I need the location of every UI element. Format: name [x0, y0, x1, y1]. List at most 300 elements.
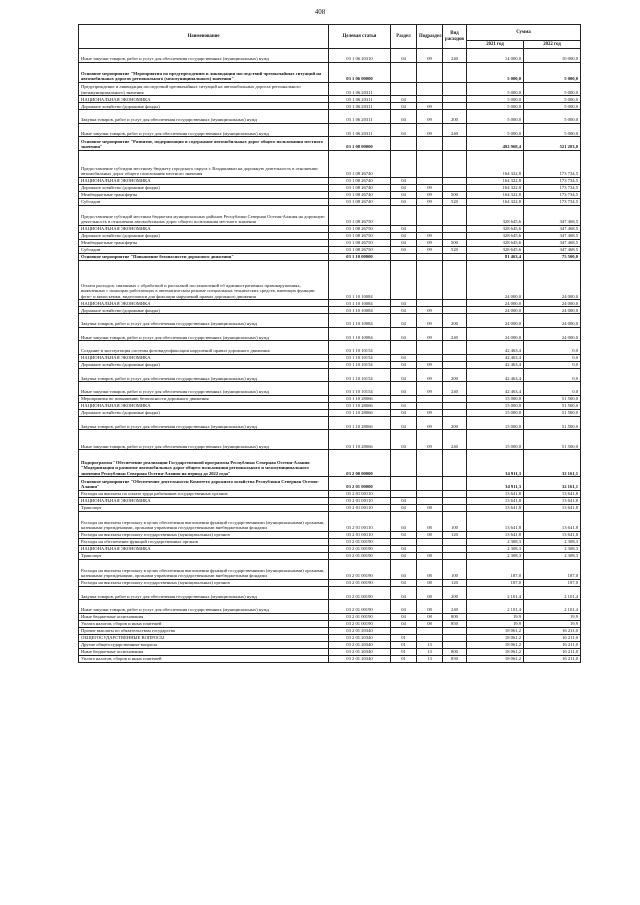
row-subsection: 09: [417, 409, 443, 416]
row-expense-type: [443, 96, 467, 103]
row-name: Прочие выплаты по обязательствам государства: [79, 627, 329, 634]
row-subsection: [417, 341, 443, 355]
row-code: 03 1 10 28066: [329, 430, 391, 450]
row-name: Иные закупки товаров, работ и услуг для обеспечения государственных (муниципальных) нужд: [79, 49, 329, 63]
row-expense-type: [443, 634, 467, 641]
row-code: 03 2 01 00110: [329, 531, 391, 538]
row-section: 04: [391, 225, 417, 232]
table-row: [79, 538, 581, 545]
row-subsection: [417, 300, 443, 307]
row-subsection: [417, 477, 443, 491]
row-subsection: 09: [417, 123, 443, 137]
row-code: 03 1 10 10084: [329, 327, 391, 341]
row-expense-type: [443, 253, 467, 260]
table-row: [79, 253, 581, 260]
row-subsection: 09: [417, 368, 443, 382]
row-sum-2021: 18 061,2: [467, 648, 524, 655]
row-code: 03 2 01 20340: [329, 641, 391, 648]
row-subsection: 09: [417, 327, 443, 341]
table-row: [79, 82, 581, 96]
row-sum-2022: 19,9: [524, 613, 581, 620]
row-name: Субсидии: [79, 198, 329, 205]
row-code: 03 1 06 20311: [329, 82, 391, 96]
row-name: Межбюджетные трансферты: [79, 191, 329, 198]
table-row: [79, 395, 581, 402]
row-subsection: 08: [417, 559, 443, 579]
row-section: 04: [391, 416, 417, 430]
row-section: 04: [391, 552, 417, 559]
row-code: 03 1 06 20311: [329, 96, 391, 103]
row-expense-type: [443, 184, 467, 191]
row-sum-2021: 42 463,4: [467, 361, 524, 368]
row-name: Расходы на выплаты персоналу в целях обеспечения выполнения функций государственными (муниципальными) органами, казенными учреждениями, органами управления государственными внебюджетными фондами: [79, 511, 329, 531]
row-sum-2021: 5 000,0: [467, 110, 524, 124]
row-sum-2021: 328 645,6: [467, 232, 524, 239]
row-sum-2022: 5 000,0: [524, 103, 581, 110]
row-subsection: 08: [417, 511, 443, 531]
row-name: Основное мероприятие "Обеспечение деятельности Комитета дорожного хозяйства Республики Северная Осетия-Алания": [79, 477, 329, 491]
row-expense-type: [443, 477, 467, 491]
table-row: [79, 648, 581, 655]
row-code: 03 1 10 10154: [329, 341, 391, 355]
row-code: 03 1 08 26740: [329, 150, 391, 177]
table-row: [79, 504, 581, 511]
row-expense-type: [443, 232, 467, 239]
table-row: [79, 110, 581, 124]
table-row: [79, 137, 581, 151]
row-expense-type: 800: [443, 613, 467, 620]
row-sum-2021: 164 322,8: [467, 177, 524, 184]
row-name: Транспорт: [79, 552, 329, 559]
table-row: [79, 246, 581, 253]
row-code: 03 2 01 00190: [329, 545, 391, 552]
row-section: [391, 395, 417, 402]
table-row: [79, 634, 581, 641]
row-subsection: 13: [417, 648, 443, 655]
row-sum-2021: 2 308,3: [467, 552, 524, 559]
row-expense-type: [443, 300, 467, 307]
row-section: 04: [391, 327, 417, 341]
row-expense-type: [443, 62, 467, 82]
row-expense-type: [443, 205, 467, 225]
row-code: 03 1 08 26740: [329, 184, 391, 191]
row-section: 01: [391, 648, 417, 655]
row-sum-2021: 24 000,0: [467, 307, 524, 314]
row-section: 04: [391, 497, 417, 504]
row-sum-2022: 173 734,5: [524, 191, 581, 198]
row-sum-2021: 24 000,0: [467, 260, 524, 300]
row-subsection: 08: [417, 586, 443, 600]
row-sum-2022: 5 000,0: [524, 110, 581, 124]
table-row: [79, 239, 581, 246]
row-sum-2022: 5 000,0: [524, 62, 581, 82]
row-sum-2021: 13 641,8: [467, 511, 524, 531]
row-section: 04: [391, 232, 417, 239]
row-section: 04: [391, 402, 417, 409]
row-sum-2022: 0,0: [524, 341, 581, 355]
row-expense-type: [443, 103, 467, 110]
row-expense-type: [443, 307, 467, 314]
row-sum-2021: 34 911,3: [467, 477, 524, 491]
row-section: [391, 62, 417, 82]
row-subsection: [417, 497, 443, 504]
row-subsection: 09: [417, 191, 443, 198]
row-code: 03 1 10 10084: [329, 260, 391, 300]
row-sum-2022: 0,0: [524, 361, 581, 368]
row-subsection: 08: [417, 579, 443, 586]
row-sum-2022: 13 641,8: [524, 531, 581, 538]
row-sum-2022: 0,0: [524, 382, 581, 396]
row-name: Иные бюджетные ассигнования: [79, 648, 329, 655]
row-code: 03 1 08 26750: [329, 205, 391, 225]
row-code: 03 1 10 28066: [329, 402, 391, 409]
row-subsection: 08: [417, 600, 443, 614]
row-section: 04: [391, 613, 417, 620]
row-expense-type: 850: [443, 620, 467, 627]
row-expense-type: 500: [443, 191, 467, 198]
row-expense-type: 240: [443, 49, 467, 63]
row-code: 03 1 08 26740: [329, 198, 391, 205]
row-name: Основное мероприятие "Повышение безопасности дорожного движения": [79, 253, 329, 260]
row-subsection: 09: [417, 239, 443, 246]
table-row: [79, 314, 581, 328]
row-section: 04: [391, 300, 417, 307]
row-code: 03 2 01 00190: [329, 552, 391, 559]
row-sum-2021: 18 061,2: [467, 627, 524, 634]
row-sum-2022: 51 500,0: [524, 395, 581, 402]
row-sum-2021: 2 308,3: [467, 545, 524, 552]
row-sum-2022: 347 468,5: [524, 246, 581, 253]
row-section: 04: [391, 96, 417, 103]
row-name: Дорожное хозяйство (дорожные фонды): [79, 361, 329, 368]
row-sum-2021: 5 000,0: [467, 103, 524, 110]
row-name: Иные закупки товаров, работ и услуг для обеспечения государственных (муниципальных) нужд: [79, 382, 329, 396]
table-row: [79, 430, 581, 450]
row-sum-2021: 15 000,0: [467, 430, 524, 450]
row-section: 04: [391, 409, 417, 416]
row-subsection: [417, 260, 443, 300]
row-expense-type: [443, 177, 467, 184]
row-sum-2021: 24 000,0: [467, 300, 524, 307]
row-subsection: [417, 627, 443, 634]
row-code: 03 2 01 00000: [329, 477, 391, 491]
table-row: [79, 552, 581, 559]
row-subsection: 09: [417, 198, 443, 205]
row-code: 03 1 06 20311: [329, 123, 391, 137]
row-sum-2021: 34 911,3: [467, 450, 524, 477]
row-subsection: [417, 253, 443, 260]
row-sum-2021: 164 322,8: [467, 191, 524, 198]
row-sum-2022: 24 000,0: [524, 307, 581, 314]
row-code: 03 2 01 00110: [329, 490, 391, 497]
row-code: 03 2 01 00190: [329, 613, 391, 620]
row-sum-2022: 16 211,0: [524, 655, 581, 662]
row-expense-type: 500: [443, 239, 467, 246]
table-row: [79, 627, 581, 634]
table-row: [79, 368, 581, 382]
row-sum-2021: 19,9: [467, 613, 524, 620]
table-row: [79, 225, 581, 232]
row-subsection: 13: [417, 641, 443, 648]
row-code: 03 1 10 10154: [329, 368, 391, 382]
row-name: Предупреждение и ликвидация последствий чрезвычайных ситуаций на автомобильных дорогах регионального (межмуниципального) значения: [79, 82, 329, 96]
header-year-2021: 2021 год: [467, 41, 524, 49]
table-row: [79, 490, 581, 497]
row-section: 01: [391, 641, 417, 648]
header-sum: Сумма: [467, 25, 581, 41]
table-header: [79, 25, 581, 49]
row-expense-type: 100: [443, 511, 467, 531]
row-section: [391, 341, 417, 355]
row-section: 04: [391, 511, 417, 531]
row-sum-2022: 0,0: [524, 368, 581, 382]
row-sum-2022: 347 468,5: [524, 225, 581, 232]
table-row: [79, 613, 581, 620]
row-sum-2022: 5 000,0: [524, 82, 581, 96]
row-name: НАЦИОНАЛЬНАЯ ЭКОНОМИКА: [79, 545, 329, 552]
row-subsection: 09: [417, 246, 443, 253]
table-row: [79, 402, 581, 409]
page-number: 408: [314, 8, 326, 16]
row-subsection: 08: [417, 531, 443, 538]
table-row: [79, 416, 581, 430]
row-sum-2022: 173 734,5: [524, 150, 581, 177]
row-section: 04: [391, 382, 417, 396]
row-expense-type: [443, 341, 467, 355]
row-section: 04: [391, 504, 417, 511]
row-sum-2021: 164 322,8: [467, 198, 524, 205]
row-section: [391, 137, 417, 151]
table-row: [79, 103, 581, 110]
table-row: [79, 497, 581, 504]
row-name: Мероприятия по повышению безопасности дорожного движения: [79, 395, 329, 402]
row-expense-type: [443, 450, 467, 477]
row-subsection: 13: [417, 655, 443, 662]
row-section: [391, 450, 417, 477]
row-name: Расходы на выплаты персоналу государственных (муниципальных) органов: [79, 531, 329, 538]
row-sum-2022: 10 000,0: [524, 49, 581, 63]
row-sum-2022: 173 734,5: [524, 198, 581, 205]
row-code: 03 1 10 10084: [329, 314, 391, 328]
row-sum-2021: 187,0: [467, 559, 524, 579]
row-subsection: 09: [417, 110, 443, 124]
row-section: 04: [391, 307, 417, 314]
row-name: Иные бюджетные ассигнования: [79, 613, 329, 620]
table-row: [79, 49, 581, 63]
header-code: Целевая статья: [329, 25, 391, 49]
row-subsection: 09: [417, 361, 443, 368]
row-section: 04: [391, 246, 417, 253]
row-sum-2022: 347 468,5: [524, 239, 581, 246]
row-subsection: [417, 177, 443, 184]
row-code: 03 1 10 10154: [329, 354, 391, 361]
table-row: [79, 123, 581, 137]
table-row: [79, 232, 581, 239]
row-section: [391, 538, 417, 545]
table-row: [79, 191, 581, 198]
row-sum-2021: 164 322,8: [467, 184, 524, 191]
row-section: 04: [391, 586, 417, 600]
row-section: 04: [391, 103, 417, 110]
row-sum-2021: 15 000,0: [467, 416, 524, 430]
row-sum-2022: 13 641,8: [524, 504, 581, 511]
row-expense-type: [443, 538, 467, 545]
row-sum-2022: 0,0: [524, 354, 581, 361]
table-row: [79, 150, 581, 177]
row-sum-2021: 2 308,3: [467, 538, 524, 545]
row-name: Иные закупки товаров, работ и услуг для обеспечения государственных (муниципальных) нужд: [79, 600, 329, 614]
row-sum-2022: 24 000,0: [524, 314, 581, 328]
row-code: 03 1 10 00000: [329, 253, 391, 260]
row-section: 01: [391, 634, 417, 641]
row-expense-type: [443, 490, 467, 497]
header-subsection: Подраздел: [417, 25, 443, 49]
row-section: 04: [391, 368, 417, 382]
row-name: НАЦИОНАЛЬНАЯ ЭКОНОМИКА: [79, 225, 329, 232]
row-expense-type: [443, 150, 467, 177]
row-sum-2022: 51 500,0: [524, 409, 581, 416]
row-sum-2021: 19,9: [467, 620, 524, 627]
row-name: Расходы на выплаты персоналу государственных (муниципальных) органов: [79, 579, 329, 586]
row-subsection: 08: [417, 552, 443, 559]
row-code: 03 2 01 00110: [329, 497, 391, 504]
table-row: [79, 531, 581, 538]
row-name: Основное мероприятие "Развитие, модернизация и содержание автомобильных дорог общего пользования местного значения": [79, 137, 329, 151]
row-subsection: [417, 354, 443, 361]
row-name: Дорожное хозяйство (дорожные фонды): [79, 307, 329, 314]
row-name: НАЦИОНАЛЬНАЯ ЭКОНОМИКА: [79, 177, 329, 184]
row-sum-2021: 187,0: [467, 579, 524, 586]
row-sum-2022: 347 468,5: [524, 232, 581, 239]
row-sum-2022: 16 211,0: [524, 641, 581, 648]
row-name: НАЦИОНАЛЬНАЯ ЭКОНОМИКА: [79, 300, 329, 307]
row-expense-type: [443, 552, 467, 559]
header-name: Наименование: [79, 25, 329, 49]
row-expense-type: 240: [443, 430, 467, 450]
row-expense-type: [443, 225, 467, 232]
row-sum-2022: 173 734,5: [524, 184, 581, 191]
row-section: 04: [391, 49, 417, 63]
row-sum-2021: 328 645,6: [467, 246, 524, 253]
row-sum-2022: 13 641,8: [524, 497, 581, 504]
table-row: [79, 361, 581, 368]
row-sum-2022: 32 161,1: [524, 450, 581, 477]
row-expense-type: 850: [443, 655, 467, 662]
row-subsection: [417, 402, 443, 409]
row-sum-2022: 16 211,0: [524, 634, 581, 641]
table-row: [79, 260, 581, 300]
row-sum-2021: 18 061,2: [467, 641, 524, 648]
row-section: [391, 477, 417, 491]
row-section: [391, 490, 417, 497]
row-subsection: 09: [417, 232, 443, 239]
row-sum-2022: 187,0: [524, 559, 581, 579]
row-code: 03 1 06 20311: [329, 103, 391, 110]
row-sum-2022: 51 500,0: [524, 416, 581, 430]
row-expense-type: 240: [443, 382, 467, 396]
row-sum-2021: 328 645,6: [467, 205, 524, 225]
row-sum-2021: 42 463,4: [467, 341, 524, 355]
row-subsection: [417, 150, 443, 177]
row-name: Иные закупки товаров, работ и услуг для обеспечения государственных (муниципальных) нужд: [79, 430, 329, 450]
budget-table: [78, 24, 581, 663]
row-sum-2022: 5 000,0: [524, 123, 581, 137]
row-section: 04: [391, 531, 417, 538]
row-sum-2022: 2 308,3: [524, 538, 581, 545]
table-row: [79, 184, 581, 191]
row-code: 03 1 10 28066: [329, 395, 391, 402]
row-section: 01: [391, 655, 417, 662]
row-sum-2022: 5 000,0: [524, 96, 581, 103]
row-code: 03 2 01 20340: [329, 655, 391, 662]
row-name: Дорожное хозяйство (дорожные фонды): [79, 184, 329, 191]
row-sum-2022: 347 468,5: [524, 205, 581, 225]
row-sum-2021: 328 645,6: [467, 225, 524, 232]
row-code: 03 1 08 26740: [329, 177, 391, 184]
row-sum-2022: 521 203,0: [524, 137, 581, 151]
row-subsection: [417, 545, 443, 552]
row-code: 03 1 06 20311: [329, 110, 391, 124]
row-sum-2021: 24 000,0: [467, 314, 524, 328]
table-body: [79, 49, 581, 663]
row-name: Расходы на выплаты персоналу в целях обеспечения выполнения функций государственными (муниципальными) органами, казенными учреждениями, органами управления государственными внебюджетными фондами: [79, 559, 329, 579]
row-name: Межбюджетные трансферты: [79, 239, 329, 246]
table-row: [79, 450, 581, 477]
row-sum-2022: 51 500,0: [524, 430, 581, 450]
row-name: НАЦИОНАЛЬНАЯ ЭКОНОМИКА: [79, 96, 329, 103]
row-code: 03 1 10 10084: [329, 307, 391, 314]
row-expense-type: [443, 627, 467, 634]
table-row: [79, 655, 581, 662]
row-subsection: 08: [417, 620, 443, 627]
table-row: [79, 579, 581, 586]
row-sum-2022: 2 101,4: [524, 600, 581, 614]
row-code: 03 1 06 20310: [329, 49, 391, 63]
table-row: [79, 62, 581, 82]
row-section: 04: [391, 184, 417, 191]
row-code: 03 1 10 28066: [329, 409, 391, 416]
row-code: 03 1 08 26750: [329, 232, 391, 239]
row-section: 04: [391, 354, 417, 361]
row-expense-type: [443, 395, 467, 402]
row-code: 03 2 01 20340: [329, 634, 391, 641]
row-section: 04: [391, 191, 417, 198]
row-section: 04: [391, 123, 417, 137]
row-name: Дорожное хозяйство (дорожные фонды): [79, 232, 329, 239]
row-sum-2021: 14 000,0: [467, 49, 524, 63]
row-subsection: [417, 82, 443, 96]
row-sum-2021: 15 000,0: [467, 402, 524, 409]
row-code: 03 2 01 20340: [329, 648, 391, 655]
row-sum-2021: 24 000,0: [467, 327, 524, 341]
row-sum-2022: 19,9: [524, 620, 581, 627]
row-name: НАЦИОНАЛЬНАЯ ЭКОНОМИКА: [79, 354, 329, 361]
row-expense-type: 240: [443, 327, 467, 341]
row-code: 03 2 01 00110: [329, 511, 391, 531]
row-expense-type: [443, 260, 467, 300]
row-sum-2022: 187,0: [524, 579, 581, 586]
row-sum-2021: 2 101,4: [467, 586, 524, 600]
row-expense-type: [443, 82, 467, 96]
row-code: 03 2 01 20340: [329, 627, 391, 634]
header-expense-type: Вид расходов: [443, 25, 467, 49]
row-code: 03 2 01 00110: [329, 504, 391, 511]
row-code: 03 1 08 26750: [329, 239, 391, 246]
table-row: [79, 354, 581, 361]
table-row: [79, 205, 581, 225]
row-sum-2022: 75 500,0: [524, 253, 581, 260]
row-expense-type: 200: [443, 416, 467, 430]
